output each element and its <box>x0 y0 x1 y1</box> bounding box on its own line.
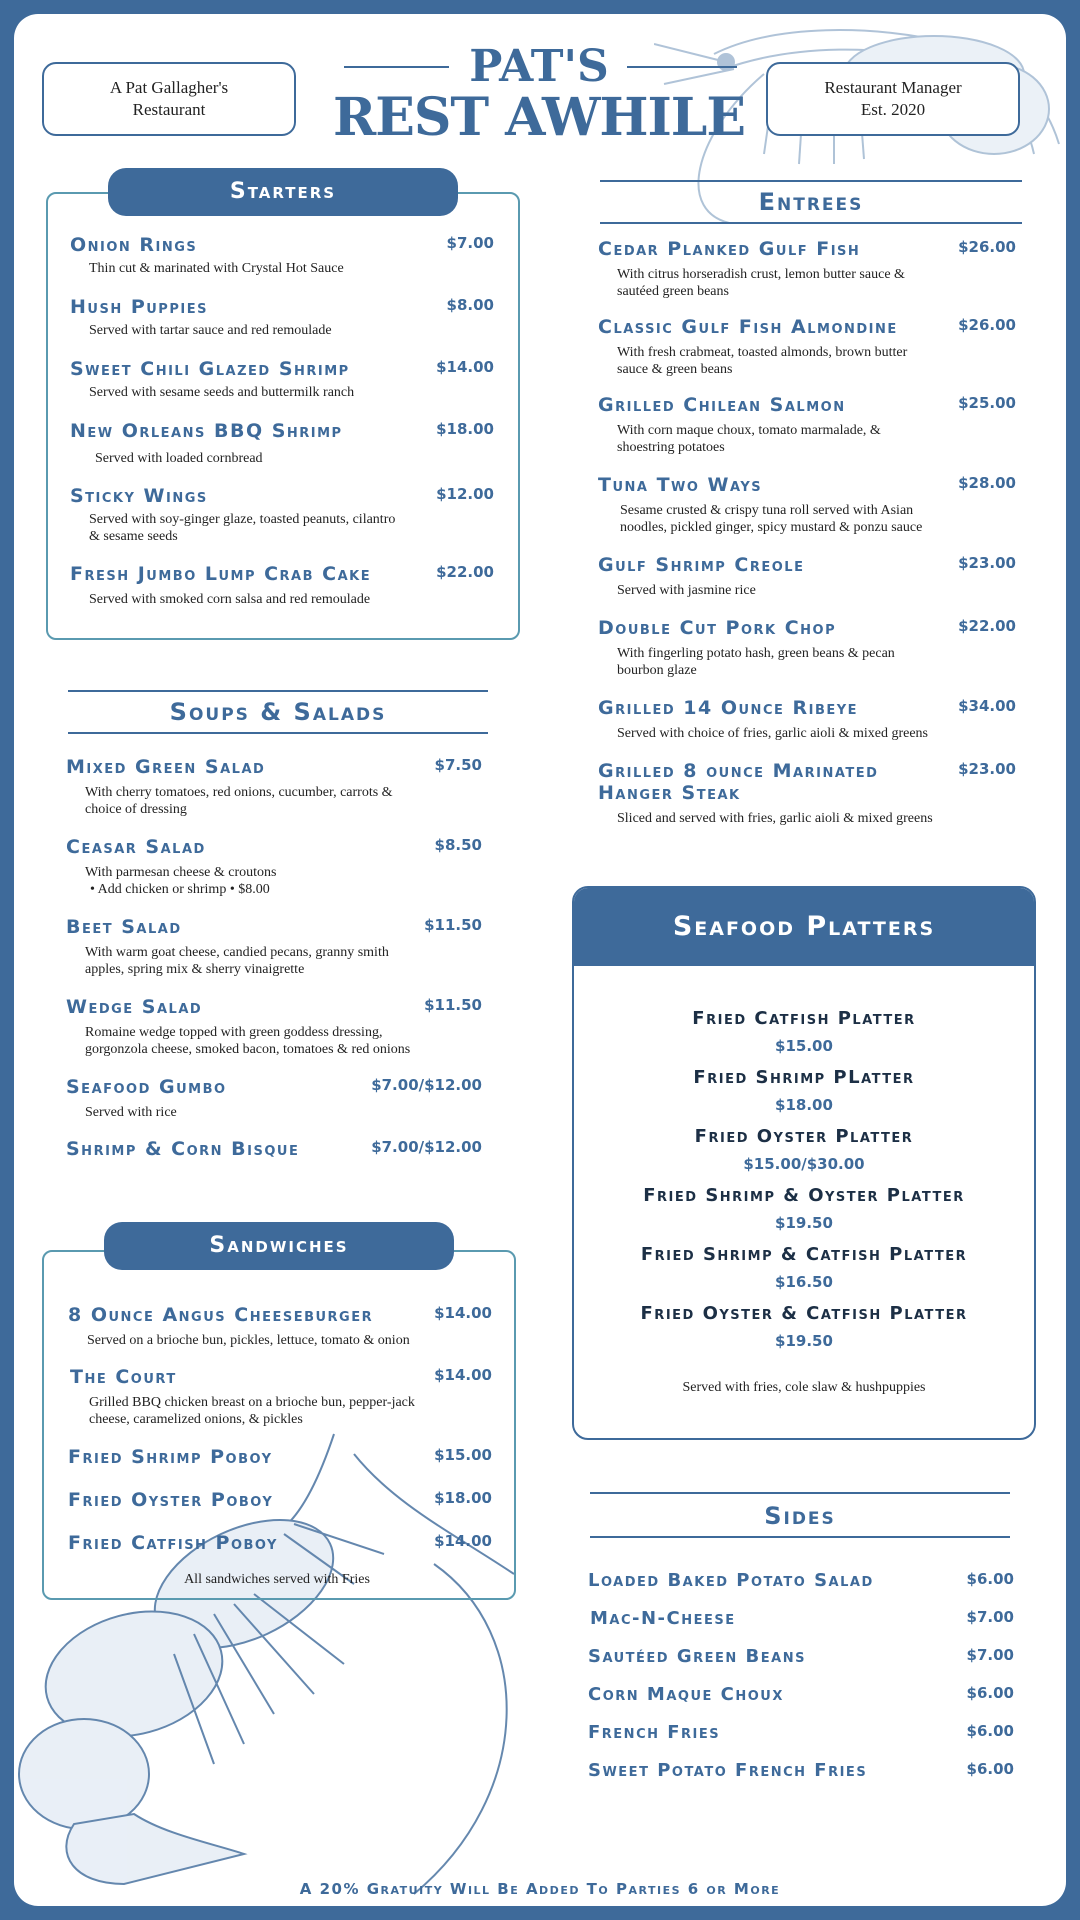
platter-item <box>574 1126 1034 1173</box>
item-price: $22.00 <box>958 617 1016 635</box>
item-desc: sautéed green beans <box>617 284 729 299</box>
entree-item <box>598 697 1038 742</box>
item-desc: With warm goat cheese, candied pecans, granny smith <box>85 945 389 960</box>
platter-item <box>574 1185 1034 1232</box>
starter-item <box>70 234 510 277</box>
entrees-rule-bottom <box>600 222 1022 224</box>
soup-item <box>66 916 506 978</box>
item-name: Onion Rings <box>70 234 198 256</box>
item-name: Fried Shrimp Poboy <box>68 1446 273 1468</box>
side-item <box>588 1570 1026 1592</box>
platter-name: Fried Shrimp PLatter <box>693 1067 915 1088</box>
platter-price: $19.50 <box>775 1332 833 1350</box>
item-price: $11.50 <box>424 996 482 1014</box>
item-name: Grilled 14 Ounce Ribeye <box>598 697 859 719</box>
item-desc: Grilled BBQ chicken breast on a brioche bun, pepper-jack <box>89 1395 415 1410</box>
item-price: $7.50 <box>434 756 482 774</box>
item-name: Sweet Potato French Fries <box>588 1760 868 1781</box>
sides-rule-top <box>590 1492 1010 1494</box>
item-name: Fresh Jumbo Lump Crab Cake <box>70 563 372 585</box>
manager-badge <box>766 62 1020 136</box>
sides-heading: Sides <box>764 1502 836 1530</box>
menu-page <box>14 14 1066 1906</box>
item-name: Fried Oyster Poboy <box>68 1489 274 1511</box>
platter-name: Fried Oyster Platter <box>694 1126 914 1147</box>
side-item <box>588 1646 1026 1668</box>
item-price: $8.00 <box>446 296 494 314</box>
item-name: Gulf Shrimp Creole <box>598 554 805 576</box>
item-name: Hush Puppies <box>70 296 208 318</box>
item-name: Sautéed Green Beans <box>588 1646 806 1667</box>
item-name: Shrimp & Corn Bisque <box>66 1138 300 1160</box>
item-desc: gorgonzola cheese, smoked bacon, tomatoes & red onions <box>85 1042 411 1057</box>
sandwich-item <box>68 1446 508 1468</box>
item-desc: With fresh crabmeat, toasted almonds, brown butter <box>617 345 908 360</box>
item-name: 8 Ounce Angus Cheeseburger <box>68 1304 374 1326</box>
platter-item <box>574 1008 1034 1055</box>
item-name: Mixed Green Salad <box>66 756 266 778</box>
item-desc: Served with smoked corn salsa and red remoulade <box>89 592 371 607</box>
item-name-line2: Hanger Steak <box>598 782 741 804</box>
platter-price: $16.50 <box>775 1273 833 1291</box>
item-price: $12.00 <box>436 485 494 503</box>
entrees-rule-top <box>600 180 1022 182</box>
item-desc: • Add chicken or shrimp • $8.00 <box>90 882 270 897</box>
item-desc: With corn maque choux, tomato marmalade, & <box>617 423 881 438</box>
item-name: Double Cut Pork Chop <box>598 617 837 639</box>
item-desc: shoestring potatoes <box>617 440 725 455</box>
item-price: $6.00 <box>966 1722 1014 1740</box>
platter-name: Fried Oyster & Catfish Platter <box>640 1303 968 1324</box>
starter-item <box>70 358 510 401</box>
starter-item <box>70 296 510 339</box>
item-desc: sauce & green beans <box>617 362 733 377</box>
title-line1: PAT'S <box>469 41 609 92</box>
item-price: $28.00 <box>958 474 1016 492</box>
manager-badge-line2: Est. 2020 <box>860 100 926 119</box>
item-name: Wedge Salad <box>66 996 203 1018</box>
platter-item <box>574 1244 1034 1291</box>
item-price: $6.00 <box>966 1760 1014 1778</box>
soups-rule-top <box>68 690 488 692</box>
entree-item <box>598 394 1038 456</box>
item-price: $14.00 <box>434 1532 492 1550</box>
item-price: $7.00/$12.00 <box>371 1138 482 1156</box>
item-price: $18.00 <box>436 420 494 438</box>
restaurant-badge-line1: A Pat Gallagher's <box>109 78 229 97</box>
platter-name: Fried Shrimp & Catfish Platter <box>640 1244 968 1265</box>
side-item <box>588 1722 1026 1744</box>
item-price: $14.00 <box>434 1304 492 1322</box>
item-name: Classic Gulf Fish Almondine <box>598 316 898 338</box>
sandwich-item <box>68 1532 508 1554</box>
entree-item <box>598 238 1038 300</box>
entree-item <box>598 617 1038 679</box>
starters-heading: Starters <box>108 168 458 216</box>
item-name: Beet Salad <box>66 916 182 938</box>
item-desc: apples, spring mix & sherry vinaigrette <box>85 962 305 977</box>
soup-item <box>66 756 506 818</box>
item-price: $23.00 <box>958 760 1016 778</box>
item-name: Seafood Gumbo <box>66 1076 227 1098</box>
platter-item <box>574 1303 1034 1350</box>
item-desc: cheese, caramelized onions, & pickles <box>89 1412 303 1427</box>
item-desc: With cherry tomatoes, red onions, cucumber, carrots & <box>85 785 393 800</box>
item-desc: Sliced and served with fries, garlic aioli & mixed greens <box>617 811 933 826</box>
entree-item <box>598 316 1038 378</box>
item-name: French Fries <box>588 1722 721 1743</box>
manager-badge-line1: Restaurant Manager <box>824 78 962 97</box>
item-price: $14.00 <box>434 1366 492 1384</box>
item-price: $23.00 <box>958 554 1016 572</box>
sandwich-item <box>68 1304 508 1349</box>
item-name: Tuna Two Ways <box>598 474 763 496</box>
platter-name: Fried Catfish Platter <box>692 1008 916 1029</box>
platters-box <box>572 886 1036 1440</box>
item-name: New Orleans BBQ Shrimp <box>70 420 343 442</box>
platter-price: $18.00 <box>775 1096 833 1114</box>
gratuity-notice: A 20% Gratuity Will Be Added To Parties 6 or More <box>299 1880 781 1898</box>
item-price: $7.00 <box>446 234 494 252</box>
item-price: $22.00 <box>436 563 494 581</box>
sides-rule-bottom <box>590 1536 1010 1538</box>
item-desc: Thin cut & marinated with Crystal Hot Sauce <box>89 261 344 276</box>
item-price: $11.50 <box>424 916 482 934</box>
item-desc: Served with choice of fries, garlic aioli & mixed greens <box>617 726 929 741</box>
platters-list <box>574 1008 1034 1362</box>
side-item <box>588 1684 1026 1706</box>
soup-item <box>66 836 506 898</box>
item-desc: With fingerling potato hash, green beans & pecan <box>617 646 895 661</box>
item-name: Mac-N-Cheese <box>590 1608 736 1629</box>
restaurant-badge-line2: Restaurant <box>132 100 206 119</box>
item-name: Sticky Wings <box>70 485 208 507</box>
item-desc: choice of dressing <box>85 802 187 817</box>
item-name: Ceasar Salad <box>66 836 206 858</box>
item-name: Corn Maque Choux <box>588 1684 784 1705</box>
item-price: $34.00 <box>958 697 1016 715</box>
restaurant-title <box>314 41 764 148</box>
soup-item <box>66 996 506 1058</box>
entree-item <box>598 760 1038 827</box>
platter-price: $19.50 <box>775 1214 833 1232</box>
soups-heading: Soups & Salads <box>169 698 387 726</box>
item-desc: Served with soy-ginger glaze, toasted peanuts, cilantro <box>89 512 396 527</box>
platter-price: $15.00/$30.00 <box>743 1155 865 1173</box>
sandwiches-heading: Sandwiches <box>104 1222 454 1270</box>
item-desc: Served with rice <box>85 1105 177 1120</box>
entree-item <box>598 474 1038 536</box>
item-desc: Served on a brioche bun, pickles, lettuce, tomato & onion <box>87 1333 410 1348</box>
sandwiches-note: All sandwiches served with Fries <box>184 1572 370 1587</box>
item-desc: noodles, pickled ginger, spicy mustard & ponzu sauce <box>620 520 923 535</box>
starter-item <box>70 563 510 608</box>
item-name: Loaded Baked Potato Salad <box>588 1570 874 1591</box>
item-price: $18.00 <box>434 1489 492 1507</box>
item-price: $15.00 <box>434 1446 492 1464</box>
platter-price: $15.00 <box>775 1037 833 1055</box>
soups-rule-bottom <box>68 732 488 734</box>
item-name: Fried Catfish Poboy <box>68 1532 278 1554</box>
entree-item <box>598 554 1038 599</box>
platters-note: Served with fries, cole slaw & hushpuppies <box>682 1380 926 1395</box>
item-price: $7.00 <box>966 1646 1014 1664</box>
side-item <box>588 1760 1026 1782</box>
item-desc: Served with jasmine rice <box>617 583 756 598</box>
item-price: $7.00/$12.00 <box>371 1076 482 1094</box>
sandwich-item <box>68 1489 508 1511</box>
item-price: $6.00 <box>966 1570 1014 1588</box>
item-price: $26.00 <box>958 238 1016 256</box>
item-price: $26.00 <box>958 316 1016 334</box>
item-name: The Court <box>70 1366 177 1388</box>
platter-name: Fried Shrimp & Oyster Platter <box>643 1185 965 1206</box>
title-line2: REST AWHILE <box>332 87 745 148</box>
item-price: $8.50 <box>434 836 482 854</box>
side-item <box>590 1608 1028 1630</box>
item-desc: Served with sesame seeds and buttermilk ranch <box>89 385 355 400</box>
item-desc: Served with loaded cornbread <box>95 451 263 466</box>
sandwich-item <box>70 1366 510 1428</box>
soup-item <box>66 1076 506 1121</box>
item-name: Grilled 8 ounce Marinated <box>598 760 879 782</box>
item-desc: Served with tartar sauce and red remoulade <box>89 323 332 338</box>
item-desc: With citrus horseradish crust, lemon butter sauce & <box>617 267 905 282</box>
item-desc: bourbon glaze <box>617 663 697 678</box>
item-name: Cedar Planked Gulf Fish <box>598 238 861 260</box>
item-desc: & sesame seeds <box>89 529 178 544</box>
item-price: $25.00 <box>958 394 1016 412</box>
item-name: Grilled Chilean Salmon <box>598 394 846 416</box>
starter-item <box>70 420 510 467</box>
item-price: $6.00 <box>966 1684 1014 1702</box>
item-price: $14.00 <box>436 358 494 376</box>
item-desc: With parmesan cheese & croutons <box>85 865 277 880</box>
soup-item <box>66 1138 506 1160</box>
starter-item <box>70 485 510 545</box>
platter-item <box>574 1067 1034 1114</box>
entrees-heading: Entrees <box>758 188 864 216</box>
item-price: $7.00 <box>966 1608 1014 1626</box>
item-name: Sweet Chili Glazed Shrimp <box>70 358 350 380</box>
item-desc: Sesame crusted & crispy tuna roll served with Asian <box>620 503 914 518</box>
item-desc: Romaine wedge topped with green goddess dressing, <box>85 1025 383 1040</box>
platters-heading: Seafood Platters <box>672 911 936 942</box>
restaurant-badge <box>42 62 296 136</box>
